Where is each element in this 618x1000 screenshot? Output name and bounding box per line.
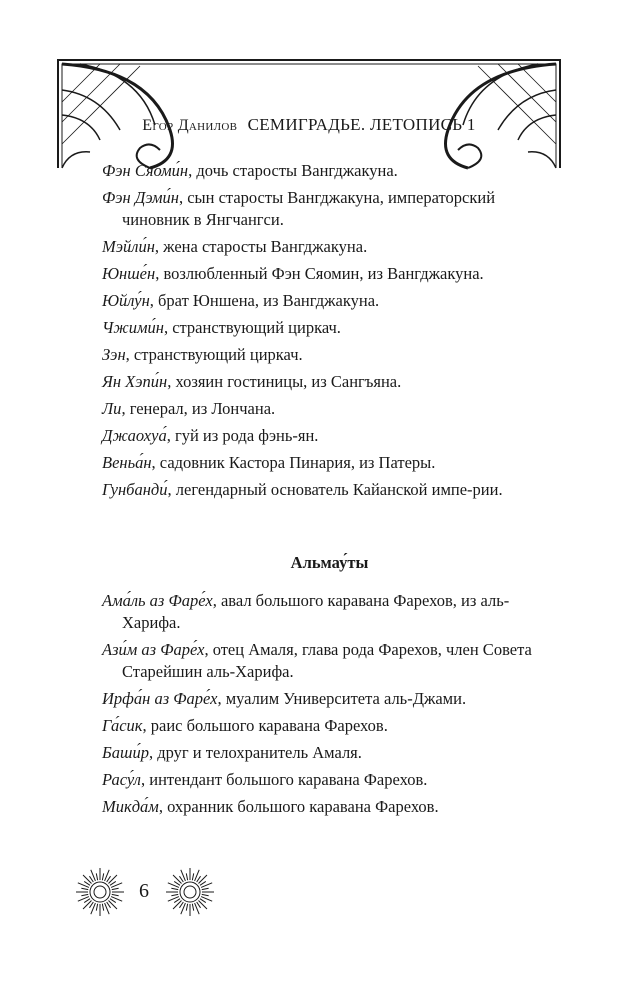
sun-ray [102, 873, 103, 880]
character-description: , отец Амаля, глава рода Фарехов, член Совета Старейшин аль-Харифа. [122, 640, 532, 681]
sun-ray [198, 900, 206, 908]
right-sun-icon [166, 868, 214, 916]
character-description: , жена старосты Вангджакуна. [154, 237, 368, 256]
sun-ray [174, 881, 180, 885]
character-entry [102, 187, 557, 231]
sun-ray [192, 873, 193, 880]
character-entry [102, 639, 557, 683]
sun-ray [110, 899, 116, 903]
character-entry [102, 371, 557, 393]
character-name: Фэн Сяоми́н [102, 161, 189, 180]
character-entry [102, 742, 557, 764]
sun-ray [192, 904, 193, 911]
sun-ray [198, 875, 206, 883]
character-description: , раис большого каравана Фарехов. [142, 716, 388, 735]
character-name: Ирфа́н аз Фаре́х [102, 689, 218, 708]
character-name: Юнше́н [102, 264, 156, 283]
character-name: Микда́м [102, 797, 159, 816]
character-description: , муалим Университета аль-Джами. [217, 689, 467, 708]
character-entry [102, 715, 557, 737]
running-header [0, 115, 618, 135]
character-description: , генерал, из Лончана. [121, 399, 276, 418]
character-description: , садовник Кастора Пинария, из Патеры. [151, 453, 436, 472]
character-description: , хозяин гостиницы, из Сангъяна. [167, 372, 402, 391]
header-ornament-frame [0, 0, 618, 180]
sun-ray [202, 894, 209, 895]
sun-ray [108, 875, 116, 883]
character-entry [102, 236, 557, 258]
sun-ray [102, 904, 103, 911]
header-title: СЕМИГРАДЬЕ. ЛЕТОПИСЬ 1 [247, 115, 476, 134]
sun-ray [179, 876, 183, 882]
sun-ray [197, 876, 201, 882]
sun-ray [96, 904, 97, 911]
character-description: , интендант большого каравана Фарехов. [141, 770, 428, 789]
sun-ray [200, 899, 206, 903]
sun-ray [112, 894, 119, 895]
sun-ray [107, 876, 111, 882]
sun-ray [171, 894, 178, 895]
sun-ray [84, 899, 90, 903]
sun-ray [107, 902, 111, 908]
character-name: Ази́м аз Фаре́х [102, 640, 205, 659]
character-description: , брат Юншена, из Вангджакуна. [149, 291, 380, 310]
character-name: Ама́ль аз Фаре́х [102, 591, 213, 610]
character-entry [102, 398, 557, 420]
character-name: Ли [102, 399, 122, 418]
sun-ray [186, 873, 187, 880]
character-description: , странствующий циркач. [125, 345, 303, 364]
sun-ray [81, 888, 88, 889]
section-title: Альмау́ты [290, 553, 369, 572]
character-description: , гуй из рода фэнь-ян. [166, 426, 319, 445]
sun-ray [173, 900, 181, 908]
character-description: , дочь старосты Вангджакуна. [188, 161, 398, 180]
character-list [102, 160, 557, 823]
sun-ray [96, 873, 97, 880]
character-description: , возлюбленный Фэн Сяомин, из Вангджакуна. [155, 264, 484, 283]
left-sun-icon [76, 868, 124, 916]
character-description: , охранник большого каравана Фарехов. [158, 797, 439, 816]
character-entry [102, 479, 557, 501]
character-entry [102, 160, 557, 182]
header-author: Егор Данилов [142, 117, 238, 134]
character-group-2 [102, 590, 557, 818]
character-group-1 [102, 160, 557, 501]
sun-ray [108, 900, 116, 908]
character-entry [102, 317, 557, 339]
character-description: , друг и телохранитель Амаля. [148, 743, 362, 762]
character-name: Баши́р [102, 743, 149, 762]
sun-ray [110, 881, 116, 885]
sun-ray [81, 894, 88, 895]
sun-ray [174, 899, 180, 903]
character-name: Веньа́н [102, 453, 152, 472]
character-entry [102, 796, 557, 818]
sun-ray [89, 876, 93, 882]
character-entry [102, 425, 557, 447]
character-entry [102, 290, 557, 312]
character-name: Расу́л [102, 770, 141, 789]
character-description: , авал большого каравана Фарехов, из аль-Харифа. [122, 591, 510, 632]
character-description: , легендарный основатель Кайанской импе-рии. [167, 480, 503, 499]
character-name: Фэн Дэми́н [102, 188, 179, 207]
character-name: Ян Хэпи́н [102, 372, 168, 391]
character-name: Чжими́н [102, 318, 164, 337]
sun-ray [89, 902, 93, 908]
character-description: , сын старосты Вангджакуна, императорский чиновник в Янгчангси. [122, 188, 496, 229]
character-name: Гунбанди́ [102, 480, 168, 499]
page-number: 6 [139, 880, 149, 902]
sun-ray [173, 875, 181, 883]
sun-ray [186, 904, 187, 911]
character-entry [102, 590, 557, 634]
sun-ray [202, 888, 209, 889]
character-name: Зэн [102, 345, 126, 364]
character-entry [102, 452, 557, 474]
sun-ray [171, 888, 178, 889]
sun-ray [197, 902, 201, 908]
sun-ray [83, 875, 91, 883]
character-entry [102, 263, 557, 285]
character-entry [102, 688, 557, 710]
sun-ray [112, 888, 119, 889]
sun-ray [200, 881, 206, 885]
character-name: Юйлу́н [102, 291, 150, 310]
character-name: Мэйли́н [102, 237, 155, 256]
sun-ray [83, 900, 91, 908]
character-name: Джаохуа́ [102, 426, 167, 445]
character-description: , странствующий циркач. [163, 318, 341, 337]
character-entry [102, 344, 557, 366]
sun-ray [84, 881, 90, 885]
sun-ray [179, 902, 183, 908]
character-entry [102, 769, 557, 791]
character-name: Га́сик [102, 716, 143, 735]
